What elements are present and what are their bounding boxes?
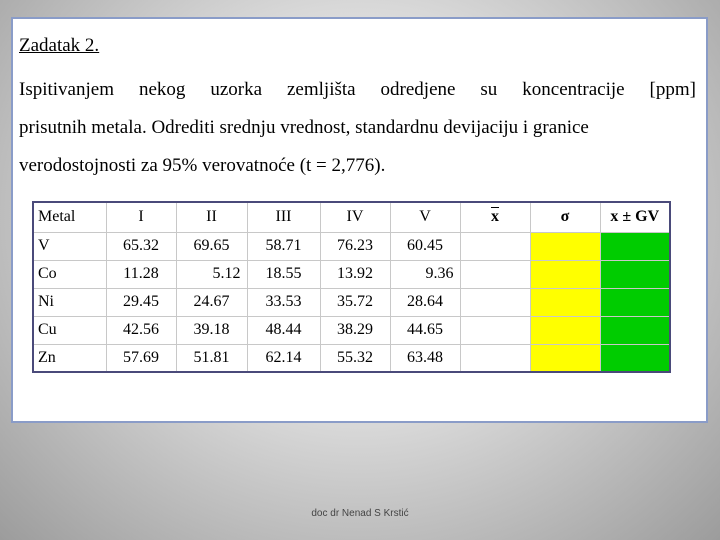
confidence-cell[interactable]	[600, 260, 670, 288]
value-cell: 9.36	[390, 260, 460, 288]
concentration-table	[32, 201, 671, 373]
value-cell: 60.45	[390, 232, 460, 260]
mean-cell[interactable]	[460, 288, 530, 316]
value-cell: 39.18	[176, 316, 247, 344]
header-III: III	[247, 202, 320, 232]
metal-name: Zn	[33, 344, 106, 372]
value-cell: 11.28	[106, 260, 176, 288]
value-cell: 62.14	[247, 344, 320, 372]
confidence-cell[interactable]	[600, 288, 670, 316]
sigma-cell[interactable]	[530, 232, 600, 260]
value-cell: 55.32	[320, 344, 390, 372]
mean-cell[interactable]	[460, 232, 530, 260]
value-cell: 57.69	[106, 344, 176, 372]
value-cell: 51.81	[176, 344, 247, 372]
mean-symbol: $\overline{x}$	[491, 208, 499, 226]
mean-cell[interactable]	[460, 344, 530, 372]
header-II: II	[176, 202, 247, 232]
metal-name: Cu	[33, 316, 106, 344]
value-cell: 24.67	[176, 288, 247, 316]
value-cell: 44.65	[390, 316, 460, 344]
slide-footer: doc dr Nenad S Krstić	[311, 508, 409, 519]
confidence-cell[interactable]	[600, 344, 670, 372]
task-title: Zadatak 2.	[19, 35, 100, 56]
header-confidence-limits: x ± GV	[600, 202, 670, 232]
header-IV: IV	[320, 202, 390, 232]
sigma-cell[interactable]	[530, 344, 600, 372]
value-cell: 38.29	[320, 316, 390, 344]
value-cell: 48.44	[247, 316, 320, 344]
confidence-cell[interactable]	[600, 232, 670, 260]
table-row	[33, 232, 670, 260]
table-header-row	[33, 202, 670, 232]
header-I: I	[106, 202, 176, 232]
header-metal: Metal	[33, 202, 106, 232]
value-cell: 65.32	[106, 232, 176, 260]
value-cell: 35.72	[320, 288, 390, 316]
value-cell: 63.48	[390, 344, 460, 372]
header-V: V	[390, 202, 460, 232]
table-row	[33, 288, 670, 316]
confidence-cell[interactable]	[600, 316, 670, 344]
value-cell: 5.12	[176, 260, 247, 288]
value-cell: 76.23	[320, 232, 390, 260]
metal-name: V	[33, 232, 106, 260]
header-mean	[460, 202, 530, 232]
task-text-line-2: prisutnih metala. Odrediti srednju vrednost, standardnu devijaciju i granice	[19, 117, 589, 138]
value-cell: 58.71	[247, 232, 320, 260]
task-text-line-3: verodostojnosti za 95% verovatnoće (t = 2,776).	[19, 155, 386, 176]
sigma-cell[interactable]	[530, 316, 600, 344]
sigma-cell[interactable]	[530, 288, 600, 316]
sigma-cell[interactable]	[530, 260, 600, 288]
value-cell: 42.56	[106, 316, 176, 344]
value-cell: 29.45	[106, 288, 176, 316]
header-sigma: σ	[530, 202, 600, 232]
task-description	[19, 71, 696, 185]
metal-name: Co	[33, 260, 106, 288]
value-cell: 69.65	[176, 232, 247, 260]
value-cell: 13.92	[320, 260, 390, 288]
table-row	[33, 316, 670, 344]
value-cell: 18.55	[247, 260, 320, 288]
task-text-line-1: Ispitivanjem nekog uzorka zemljišta odredjene su koncentracije [ppm]	[19, 79, 696, 100]
mean-cell[interactable]	[460, 260, 530, 288]
table-row	[33, 344, 670, 372]
value-cell: 33.53	[247, 288, 320, 316]
table-row	[33, 260, 670, 288]
metal-name: Ni	[33, 288, 106, 316]
value-cell: 28.64	[390, 288, 460, 316]
mean-cell[interactable]	[460, 316, 530, 344]
